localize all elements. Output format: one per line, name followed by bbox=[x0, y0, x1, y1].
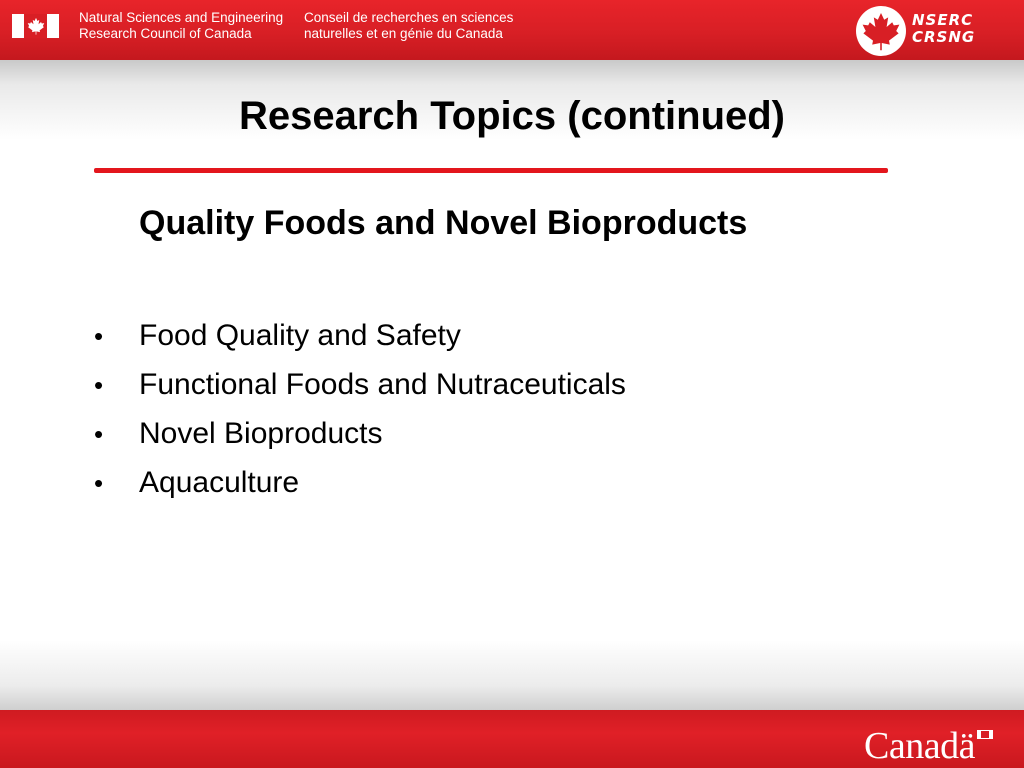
bullet-text: Novel Bioproducts bbox=[139, 417, 383, 450]
canada-flag-icon bbox=[12, 14, 59, 38]
bullet-icon: • bbox=[94, 419, 104, 449]
org-name-fr bbox=[304, 10, 513, 42]
bullet-icon: • bbox=[94, 370, 104, 400]
bullet-item bbox=[94, 461, 626, 510]
bullet-item bbox=[94, 412, 626, 461]
slide-title: Research Topics (continued) bbox=[238, 94, 785, 138]
org-name-en bbox=[79, 10, 283, 42]
nserc-logo bbox=[856, 6, 906, 56]
bullet-item bbox=[94, 314, 626, 363]
bullet-item bbox=[94, 363, 626, 412]
nserc-wordmark-fr: CRSNG bbox=[912, 28, 976, 46]
footer-shadow bbox=[0, 640, 1024, 710]
canada-flag-icon bbox=[977, 730, 993, 739]
bullet-icon: • bbox=[94, 321, 104, 351]
bullet-icon: • bbox=[94, 468, 104, 498]
nserc-wordmark bbox=[912, 12, 975, 46]
org-name-en-line2: Research Council of Canada bbox=[79, 26, 252, 41]
maple-leaf-icon bbox=[861, 11, 901, 51]
bullet-text: Aquaculture bbox=[139, 466, 300, 499]
header-banner bbox=[0, 0, 1024, 60]
title-divider bbox=[94, 168, 888, 173]
org-name-en-line1: Natural Sciences and Engineering bbox=[79, 10, 284, 25]
nserc-wordmark-en: NSERC bbox=[912, 11, 974, 29]
org-name-fr-line1: Conseil de recherches en sciences bbox=[304, 10, 514, 25]
maple-leaf-icon bbox=[27, 17, 45, 35]
org-name-fr-line2: naturelles et en génie du Canada bbox=[304, 26, 503, 41]
slide-subtitle: Quality Foods and Novel Bioproducts bbox=[139, 204, 748, 242]
bullet-list bbox=[94, 314, 626, 510]
canada-wordmark: Canadä bbox=[864, 725, 975, 767]
bullet-text: Food Quality and Safety bbox=[139, 319, 461, 352]
bullet-text: Functional Foods and Nutraceuticals bbox=[139, 368, 626, 401]
